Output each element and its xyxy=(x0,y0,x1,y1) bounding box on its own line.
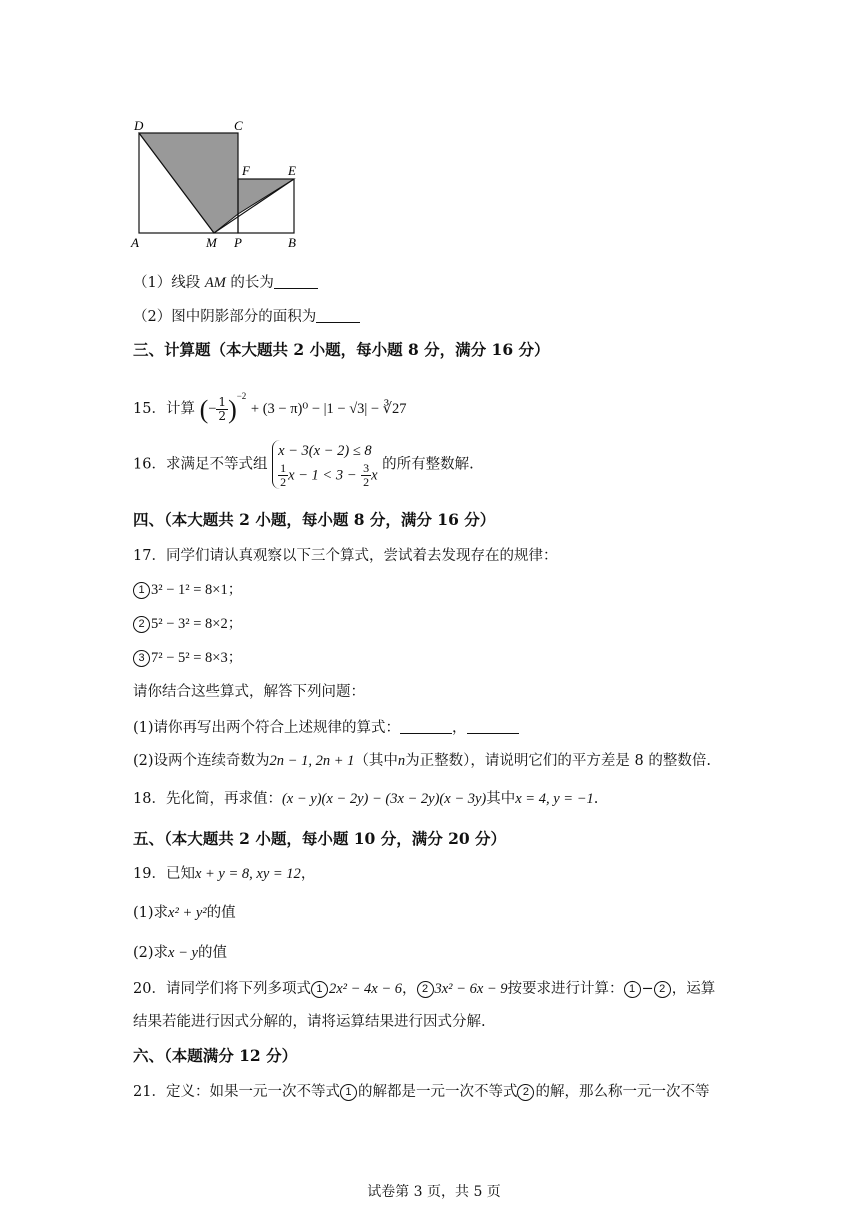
circled-number: 1 xyxy=(340,1084,357,1101)
q14-sub2: （2）图中阴影部分的面积为 xyxy=(133,307,360,327)
circled-number: 2 xyxy=(654,981,671,998)
shaded-region-left xyxy=(139,133,238,233)
circled-number: 2 xyxy=(133,616,150,633)
geometry-figure xyxy=(128,114,318,254)
label-d: D xyxy=(134,118,144,133)
circled-number: 1 xyxy=(311,981,328,998)
section-6-title: 六、（本题满分 12 分） xyxy=(133,1046,298,1065)
label-p: P xyxy=(234,235,242,250)
circled-number: 1 xyxy=(624,981,641,998)
paren-right: ) xyxy=(228,395,237,424)
label-c: C xyxy=(234,118,243,133)
q18: 18．先化简，再求值：(x − y)(x − 2y) − (3x − 2y)(x − 3y)其中x = 4, y = −1. xyxy=(133,791,599,807)
answer-blank[interactable] xyxy=(316,308,360,323)
q19: 19．已知x + y = 8, xy = 12， xyxy=(133,866,316,882)
q17-sub2: (2)设两个连续奇数为2n − 1, 2n + 1（其中n为正整数），请说明它们的平方差是 8 的整数倍. xyxy=(133,753,711,769)
fraction-half: $\frac{1}{2}$ xyxy=(218,394,227,423)
q19-sub1: (1)求x² + y²的值 xyxy=(133,905,236,921)
q21: 21．定义：如果一元一次不等式 1 的解都是一元一次不等式 2 的解，那么称一元一次不等 xyxy=(133,1084,710,1100)
section-4-title: 四、（本大题共 2 小题，每小题 8 分，满分 16 分） xyxy=(133,510,496,529)
q17-item-1: 1 3² − 1² = 8×1； xyxy=(133,580,242,600)
q17-sub1: (1)请你再写出两个符合上述规律的算式： ， xyxy=(133,718,519,738)
answer-blank[interactable] xyxy=(400,719,452,734)
q20-line1: 20．请同学们将下列多项式 1 2x² − 4x − 6， 2 3x² − 6x − 9按要求进行计算： 1 − 2 ，运算 xyxy=(133,981,716,997)
q17-item-3: 3 7² − 5² = 8×3； xyxy=(133,648,242,668)
q15: 15．计算 (− $\frac{1}{2}$ )$^{-2}$ + (3 − π)⁰ − |1 − √3| − ∛27 xyxy=(133,391,407,424)
label-f: F xyxy=(242,163,250,178)
circled-number: 1 xyxy=(133,582,150,599)
label-m: M xyxy=(206,235,217,250)
label-e: E xyxy=(288,163,296,178)
circled-number: 3 xyxy=(133,650,150,667)
answer-blank[interactable] xyxy=(467,719,519,734)
answer-blank[interactable] xyxy=(274,274,318,289)
system-brace: x − 3(x − 2) ≤ 8 $\frac{1}{2}$ x − 1 < 3 − $\frac{3}{2}$ x xyxy=(272,440,377,489)
label-a: A xyxy=(131,235,139,250)
label-b: B xyxy=(288,235,296,250)
q19-sub2: (2)求x − y的值 xyxy=(133,945,227,961)
q17-item-2: 2 5² − 3² = 8×2； xyxy=(133,614,242,634)
page-footer: 试卷第 3 页，共 5 页 xyxy=(367,1184,501,1200)
q20-line2: 结果若能进行因式分解的，请将运算结果进行因式分解. xyxy=(133,1014,486,1030)
section-3-title: 三、计算题（本大题共 2 小题，每小题 8 分，满分 16 分） xyxy=(133,340,550,359)
circled-number: 2 xyxy=(517,1084,534,1101)
q17-intro: 17．同学们请认真观察以下三个算式，尝试着去发现存在的规律： xyxy=(133,548,558,564)
circled-number: 2 xyxy=(417,981,434,998)
q14-sub1: （1）线段 AM 的长为 xyxy=(133,273,318,293)
q16: 16．求满足不等式组 x − 3(x − 2) ≤ 8 $\frac{1}{2}$ x − 1 < 3 − $\frac{3}{2}$ x 的所有整数解. xyxy=(133,440,474,489)
paren-left: ( xyxy=(199,395,209,424)
section-5-title: 五、（本大题共 2 小题，每小题 10 分，满分 20 分） xyxy=(133,829,507,848)
q17-prompt: 请你结合这些算式，解答下列问题： xyxy=(133,684,365,700)
